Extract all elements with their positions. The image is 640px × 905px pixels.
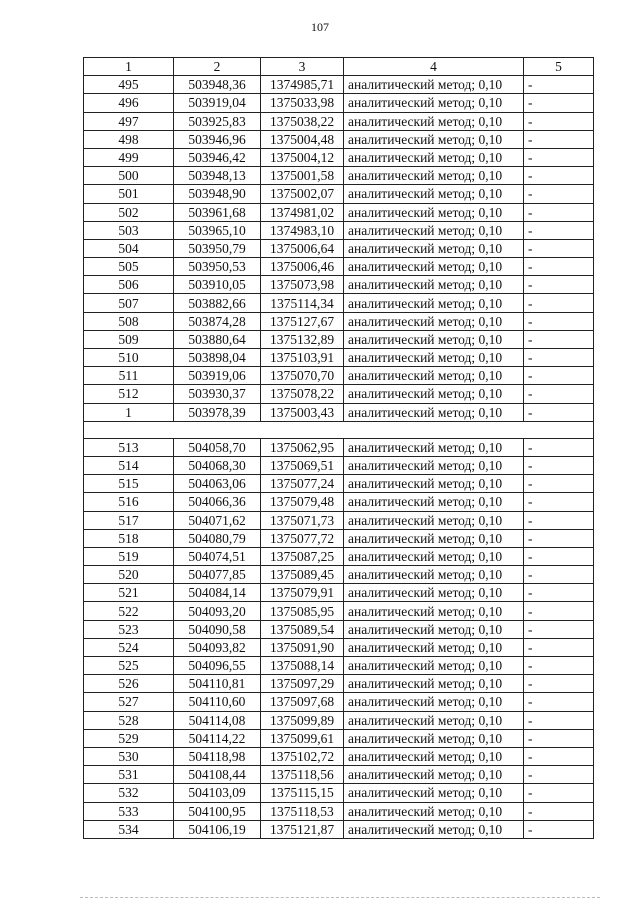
table-row [84, 349, 594, 367]
note-cell: - [524, 294, 594, 312]
table-row [84, 203, 594, 221]
point-number-cell: 525 [84, 657, 174, 675]
point-number-cell: 514 [84, 456, 174, 474]
note-cell: - [524, 547, 594, 565]
y-coordinate-cell: 1375114,34 [261, 294, 344, 312]
note-cell: - [524, 675, 594, 693]
note-cell: - [524, 784, 594, 802]
y-coordinate-cell: 1375079,48 [261, 493, 344, 511]
note-cell: - [524, 493, 594, 511]
method-cell: аналитический метод; 0,10 [344, 747, 524, 765]
table-row [84, 784, 594, 802]
x-coordinate-cell: 504090,58 [174, 620, 261, 638]
table-gap-section [84, 421, 594, 438]
y-coordinate-cell: 1375121,87 [261, 820, 344, 838]
note-cell: - [524, 584, 594, 602]
x-coordinate-cell: 504058,70 [174, 438, 261, 456]
table-row [84, 148, 594, 166]
table-row [84, 675, 594, 693]
note-cell: - [524, 76, 594, 94]
y-coordinate-cell: 1375127,67 [261, 312, 344, 330]
point-number-cell: 533 [84, 802, 174, 820]
x-coordinate-cell: 503882,66 [174, 294, 261, 312]
table-row [84, 76, 594, 94]
footer-divider [80, 897, 600, 900]
x-coordinate-cell: 504114,08 [174, 711, 261, 729]
note-cell: - [524, 385, 594, 403]
note-cell: - [524, 711, 594, 729]
table-row [84, 766, 594, 784]
gap-cell [84, 421, 594, 438]
y-coordinate-cell: 1375004,48 [261, 130, 344, 148]
method-cell: аналитический метод; 0,10 [344, 221, 524, 239]
table-row [84, 294, 594, 312]
table-row [84, 239, 594, 257]
method-cell: аналитический метод; 0,10 [344, 766, 524, 784]
y-coordinate-cell: 1375103,91 [261, 349, 344, 367]
coordinates-table [83, 57, 594, 839]
x-coordinate-cell: 504108,44 [174, 766, 261, 784]
x-coordinate-cell: 504084,14 [174, 584, 261, 602]
y-coordinate-cell: 1375006,64 [261, 239, 344, 257]
table-row [84, 747, 594, 765]
method-cell: аналитический метод; 0,10 [344, 657, 524, 675]
point-number-cell: 532 [84, 784, 174, 802]
note-cell: - [524, 638, 594, 656]
method-cell: аналитический метод; 0,10 [344, 529, 524, 547]
method-cell: аналитический метод; 0,10 [344, 602, 524, 620]
y-coordinate-cell: 1375071,73 [261, 511, 344, 529]
point-number-cell: 530 [84, 747, 174, 765]
y-coordinate-cell: 1375006,46 [261, 258, 344, 276]
point-number-cell: 521 [84, 584, 174, 602]
x-coordinate-cell: 503910,05 [174, 276, 261, 294]
y-coordinate-cell: 1375002,07 [261, 185, 344, 203]
y-coordinate-cell: 1375078,22 [261, 385, 344, 403]
note-cell: - [524, 94, 594, 112]
point-number-cell: 528 [84, 711, 174, 729]
x-coordinate-cell: 503930,37 [174, 385, 261, 403]
table-row [84, 167, 594, 185]
x-coordinate-cell: 504093,20 [174, 602, 261, 620]
table-body-section-b [84, 438, 594, 838]
y-coordinate-cell: 1375062,95 [261, 438, 344, 456]
point-number-cell: 504 [84, 239, 174, 257]
x-coordinate-cell: 504074,51 [174, 547, 261, 565]
y-coordinate-cell: 1375118,56 [261, 766, 344, 784]
method-cell: аналитический метод; 0,10 [344, 258, 524, 276]
note-cell: - [524, 312, 594, 330]
page-number: 107 [311, 20, 329, 34]
method-cell: аналитический метод; 0,10 [344, 675, 524, 693]
table-row [84, 638, 594, 656]
note-cell: - [524, 276, 594, 294]
header-col-5: 5 [524, 58, 594, 76]
x-coordinate-cell: 504118,98 [174, 747, 261, 765]
point-number-cell: 522 [84, 602, 174, 620]
point-number-cell: 502 [84, 203, 174, 221]
y-coordinate-cell: 1375003,43 [261, 403, 344, 421]
point-number-cell: 529 [84, 729, 174, 747]
point-number-cell: 534 [84, 820, 174, 838]
note-cell: - [524, 438, 594, 456]
point-number-cell: 507 [84, 294, 174, 312]
table-row [84, 276, 594, 294]
method-cell: аналитический метод; 0,10 [344, 820, 524, 838]
method-cell: аналитический метод; 0,10 [344, 475, 524, 493]
method-cell: аналитический метод; 0,10 [344, 693, 524, 711]
note-cell: - [524, 239, 594, 257]
table-row [84, 693, 594, 711]
point-number-cell: 1 [84, 403, 174, 421]
point-number-cell: 526 [84, 675, 174, 693]
note-cell: - [524, 657, 594, 675]
x-coordinate-cell: 504103,09 [174, 784, 261, 802]
x-coordinate-cell: 503919,04 [174, 94, 261, 112]
y-coordinate-cell: 1375099,89 [261, 711, 344, 729]
table-row [84, 657, 594, 675]
header-col-3: 3 [261, 58, 344, 76]
method-cell: аналитический метод; 0,10 [344, 711, 524, 729]
x-coordinate-cell: 503946,42 [174, 148, 261, 166]
method-cell: аналитический метод; 0,10 [344, 312, 524, 330]
x-coordinate-cell: 504096,55 [174, 657, 261, 675]
note-cell: - [524, 367, 594, 385]
method-cell: аналитический метод; 0,10 [344, 729, 524, 747]
point-number-cell: 503 [84, 221, 174, 239]
y-coordinate-cell: 1375099,61 [261, 729, 344, 747]
note-cell: - [524, 729, 594, 747]
method-cell: аналитический метод; 0,10 [344, 167, 524, 185]
y-coordinate-cell: 1375089,54 [261, 620, 344, 638]
method-cell: аналитический метод; 0,10 [344, 584, 524, 602]
y-coordinate-cell: 1375102,72 [261, 747, 344, 765]
x-coordinate-cell: 504068,30 [174, 456, 261, 474]
point-number-cell: 513 [84, 438, 174, 456]
table-row [84, 258, 594, 276]
method-cell: аналитический метод; 0,10 [344, 566, 524, 584]
note-cell: - [524, 258, 594, 276]
y-coordinate-cell: 1375085,95 [261, 602, 344, 620]
method-cell: аналитический метод; 0,10 [344, 185, 524, 203]
table-row [84, 112, 594, 130]
y-coordinate-cell: 1374981,02 [261, 203, 344, 221]
y-coordinate-cell: 1374983,10 [261, 221, 344, 239]
table-row [84, 94, 594, 112]
point-number-cell: 527 [84, 693, 174, 711]
method-cell: аналитический метод; 0,10 [344, 438, 524, 456]
method-cell: аналитический метод; 0,10 [344, 403, 524, 421]
table-row [84, 566, 594, 584]
method-cell: аналитический метод; 0,10 [344, 330, 524, 348]
x-coordinate-cell: 503925,83 [174, 112, 261, 130]
point-number-cell: 500 [84, 167, 174, 185]
y-coordinate-cell: 1375073,98 [261, 276, 344, 294]
y-coordinate-cell: 1375033,98 [261, 94, 344, 112]
x-coordinate-cell: 504063,06 [174, 475, 261, 493]
note-cell: - [524, 529, 594, 547]
point-number-cell: 518 [84, 529, 174, 547]
method-cell: аналитический метод; 0,10 [344, 349, 524, 367]
header-col-1: 1 [84, 58, 174, 76]
method-cell: аналитический метод; 0,10 [344, 620, 524, 638]
table-row [84, 185, 594, 203]
x-coordinate-cell: 503874,28 [174, 312, 261, 330]
x-coordinate-cell: 503965,10 [174, 221, 261, 239]
x-coordinate-cell: 504114,22 [174, 729, 261, 747]
table-header-row [84, 58, 594, 76]
point-number-cell: 520 [84, 566, 174, 584]
table-row [84, 820, 594, 838]
y-coordinate-cell: 1375070,70 [261, 367, 344, 385]
note-cell: - [524, 456, 594, 474]
method-cell: аналитический метод; 0,10 [344, 239, 524, 257]
x-coordinate-cell: 504106,19 [174, 820, 261, 838]
table-row [84, 729, 594, 747]
point-number-cell: 501 [84, 185, 174, 203]
method-cell: аналитический метод; 0,10 [344, 493, 524, 511]
y-coordinate-cell: 1375087,25 [261, 547, 344, 565]
note-cell: - [524, 602, 594, 620]
table-row [84, 330, 594, 348]
y-coordinate-cell: 1375089,45 [261, 566, 344, 584]
point-number-cell: 510 [84, 349, 174, 367]
note-cell: - [524, 403, 594, 421]
method-cell: аналитический метод; 0,10 [344, 203, 524, 221]
table-row [84, 493, 594, 511]
header-col-2: 2 [174, 58, 261, 76]
table-row [84, 385, 594, 403]
note-cell: - [524, 747, 594, 765]
point-number-cell: 497 [84, 112, 174, 130]
table-row [84, 711, 594, 729]
method-cell: аналитический метод; 0,10 [344, 638, 524, 656]
note-cell: - [524, 148, 594, 166]
header-col-4: 4 [344, 58, 524, 76]
x-coordinate-cell: 503898,04 [174, 349, 261, 367]
y-coordinate-cell: 1375097,29 [261, 675, 344, 693]
table-row [84, 403, 594, 421]
point-number-cell: 495 [84, 76, 174, 94]
x-coordinate-cell: 503948,13 [174, 167, 261, 185]
method-cell: аналитический метод; 0,10 [344, 76, 524, 94]
table-body-section-a [84, 76, 594, 422]
table-row [84, 511, 594, 529]
table-row [84, 456, 594, 474]
table-row [84, 475, 594, 493]
table-row [84, 221, 594, 239]
x-coordinate-cell: 503961,68 [174, 203, 261, 221]
method-cell: аналитический метод; 0,10 [344, 456, 524, 474]
y-coordinate-cell: 1375088,14 [261, 657, 344, 675]
method-cell: аналитический метод; 0,10 [344, 802, 524, 820]
note-cell: - [524, 167, 594, 185]
point-number-cell: 496 [84, 94, 174, 112]
point-number-cell: 498 [84, 130, 174, 148]
method-cell: аналитический метод; 0,10 [344, 367, 524, 385]
table-row [84, 438, 594, 456]
y-coordinate-cell: 1375132,89 [261, 330, 344, 348]
y-coordinate-cell: 1375077,24 [261, 475, 344, 493]
x-coordinate-cell: 504093,82 [174, 638, 261, 656]
point-number-cell: 531 [84, 766, 174, 784]
y-coordinate-cell: 1375004,12 [261, 148, 344, 166]
point-number-cell: 524 [84, 638, 174, 656]
x-coordinate-cell: 504077,85 [174, 566, 261, 584]
y-coordinate-cell: 1375001,58 [261, 167, 344, 185]
point-number-cell: 523 [84, 620, 174, 638]
note-cell: - [524, 330, 594, 348]
note-cell: - [524, 511, 594, 529]
note-cell: - [524, 203, 594, 221]
table-row [84, 367, 594, 385]
method-cell: аналитический метод; 0,10 [344, 276, 524, 294]
x-coordinate-cell: 503978,39 [174, 403, 261, 421]
note-cell: - [524, 802, 594, 820]
table-row [84, 802, 594, 820]
y-coordinate-cell: 1375097,68 [261, 693, 344, 711]
point-number-cell: 509 [84, 330, 174, 348]
note-cell: - [524, 221, 594, 239]
note-cell: - [524, 349, 594, 367]
x-coordinate-cell: 503948,90 [174, 185, 261, 203]
note-cell: - [524, 766, 594, 784]
method-cell: аналитический метод; 0,10 [344, 148, 524, 166]
x-coordinate-cell: 504110,81 [174, 675, 261, 693]
method-cell: аналитический метод; 0,10 [344, 547, 524, 565]
point-number-cell: 499 [84, 148, 174, 166]
point-number-cell: 505 [84, 258, 174, 276]
method-cell: аналитический метод; 0,10 [344, 112, 524, 130]
note-cell: - [524, 112, 594, 130]
note-cell: - [524, 820, 594, 838]
table-row [84, 602, 594, 620]
table-row [84, 620, 594, 638]
point-number-cell: 515 [84, 475, 174, 493]
point-number-cell: 506 [84, 276, 174, 294]
method-cell: аналитический метод; 0,10 [344, 294, 524, 312]
table-row [84, 312, 594, 330]
y-coordinate-cell: 1375069,51 [261, 456, 344, 474]
table-gap-row [84, 421, 594, 438]
note-cell: - [524, 620, 594, 638]
x-coordinate-cell: 503946,96 [174, 130, 261, 148]
table-row [84, 130, 594, 148]
y-coordinate-cell: 1375091,90 [261, 638, 344, 656]
x-coordinate-cell: 504100,95 [174, 802, 261, 820]
y-coordinate-cell: 1374985,71 [261, 76, 344, 94]
method-cell: аналитический метод; 0,10 [344, 94, 524, 112]
note-cell: - [524, 130, 594, 148]
x-coordinate-cell: 504110,60 [174, 693, 261, 711]
x-coordinate-cell: 504071,62 [174, 511, 261, 529]
x-coordinate-cell: 504066,36 [174, 493, 261, 511]
table-row [84, 529, 594, 547]
note-cell: - [524, 185, 594, 203]
y-coordinate-cell: 1375115,15 [261, 784, 344, 802]
note-cell: - [524, 566, 594, 584]
method-cell: аналитический метод; 0,10 [344, 130, 524, 148]
note-cell: - [524, 693, 594, 711]
point-number-cell: 519 [84, 547, 174, 565]
x-coordinate-cell: 503950,79 [174, 239, 261, 257]
point-number-cell: 508 [84, 312, 174, 330]
y-coordinate-cell: 1375118,53 [261, 802, 344, 820]
point-number-cell: 512 [84, 385, 174, 403]
x-coordinate-cell: 503880,64 [174, 330, 261, 348]
table-row [84, 584, 594, 602]
note-cell: - [524, 475, 594, 493]
point-number-cell: 511 [84, 367, 174, 385]
method-cell: аналитический метод; 0,10 [344, 511, 524, 529]
y-coordinate-cell: 1375077,72 [261, 529, 344, 547]
x-coordinate-cell: 503919,06 [174, 367, 261, 385]
method-cell: аналитический метод; 0,10 [344, 385, 524, 403]
table-row [84, 547, 594, 565]
point-number-cell: 516 [84, 493, 174, 511]
point-number-cell: 517 [84, 511, 174, 529]
y-coordinate-cell: 1375079,91 [261, 584, 344, 602]
method-cell: аналитический метод; 0,10 [344, 784, 524, 802]
x-coordinate-cell: 503948,36 [174, 76, 261, 94]
y-coordinate-cell: 1375038,22 [261, 112, 344, 130]
x-coordinate-cell: 504080,79 [174, 529, 261, 547]
x-coordinate-cell: 503950,53 [174, 258, 261, 276]
